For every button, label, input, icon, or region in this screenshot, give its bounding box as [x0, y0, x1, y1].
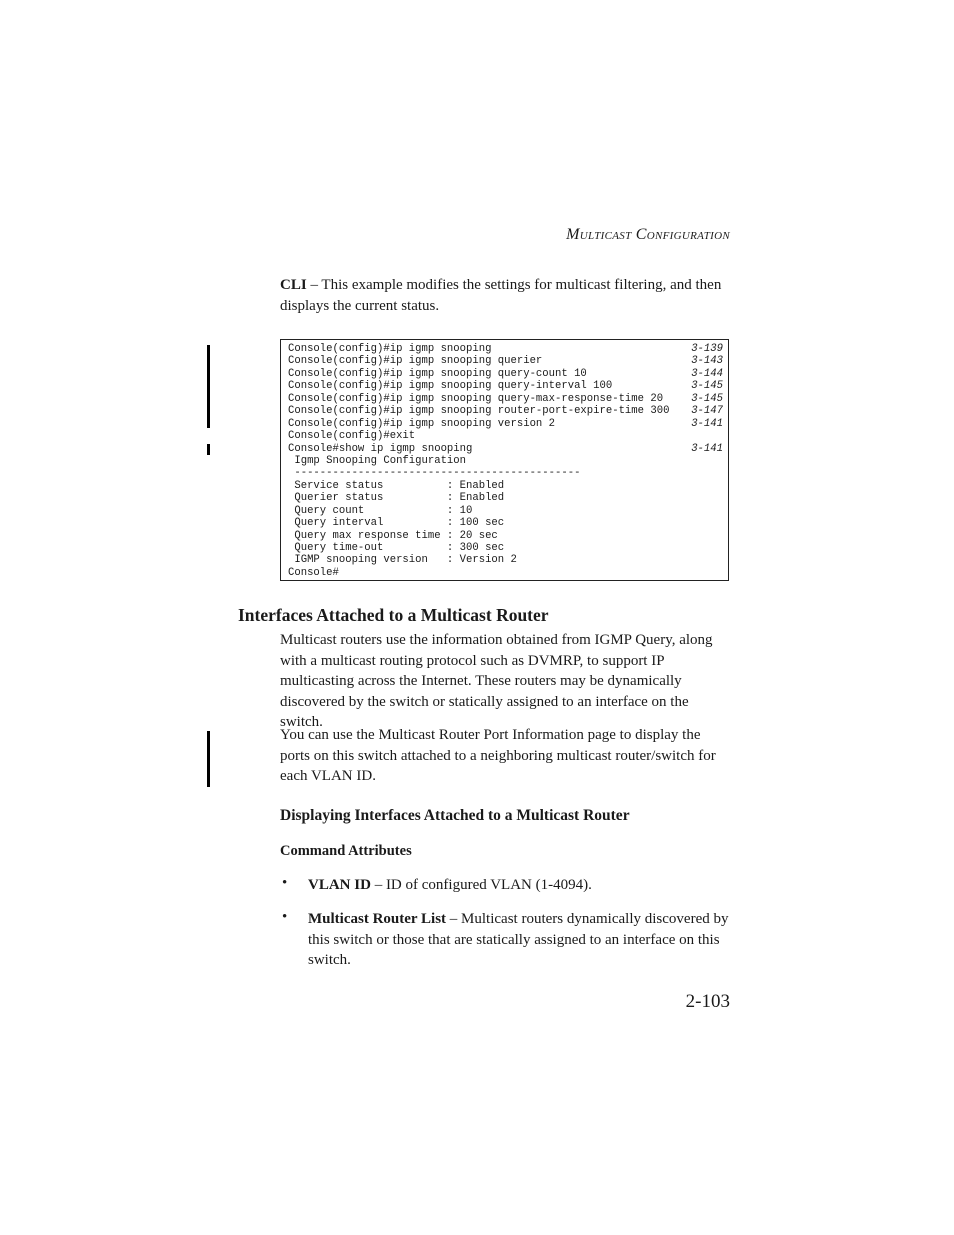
console-command: Query interval : 100 sec	[288, 517, 505, 530]
page-number: 2-103	[685, 991, 730, 1012]
console-line	[288, 517, 723, 529]
bullet-multicast-router-list	[308, 909, 732, 971]
console-line	[288, 505, 723, 517]
console-line	[288, 430, 723, 442]
console-page-ref: 3-145	[691, 380, 723, 393]
console-command: Console(config)#ip igmp snooping query-count 10	[288, 367, 587, 380]
console-line	[288, 405, 723, 417]
console-page-ref: 3-139	[691, 343, 723, 355]
console-line	[288, 355, 723, 367]
console-line	[288, 554, 723, 566]
bullet-description: – Multicast routers dynamically discovered by this switch or those that are statically assigned to an interface on this switch.	[308, 911, 729, 968]
change-bar	[207, 731, 210, 787]
console-command: ---------------------------------------------	[288, 467, 581, 480]
console-line	[288, 455, 723, 467]
cli-intro-text: – This example modifies the settings for multicast filtering, and then displays the current status.	[280, 277, 722, 314]
console-command: Console(config)#ip igmp snooping	[288, 343, 492, 355]
console-line	[288, 567, 723, 579]
console-command: Query count : 10	[288, 504, 473, 517]
console-line	[288, 542, 723, 554]
console-command: Console(config)#ip igmp snooping router-port-expire-time 300	[288, 405, 670, 418]
console-command: Console(config)#ip igmp snooping version 2	[288, 417, 556, 430]
console-line	[288, 480, 723, 492]
console-command: Console#	[288, 566, 339, 579]
section-heading: Interfaces Attached to a Multicast Router	[238, 605, 549, 625]
running-header: Multicast Configuration	[566, 226, 730, 243]
console-page-ref: 3-141	[691, 442, 723, 455]
console-line	[288, 343, 723, 355]
console-command: Console(config)#ip igmp snooping query-interval 100	[288, 380, 613, 393]
bullet-marker: •	[282, 875, 288, 891]
console-command: Igmp Snooping Configuration	[288, 454, 467, 467]
console-command: Query max response time : 20 sec	[288, 529, 498, 542]
console-line	[288, 380, 723, 392]
console-command: Querier status : Enabled	[288, 492, 505, 505]
bullet-term: VLAN ID	[308, 877, 371, 893]
bullet-vlan-id	[308, 875, 732, 896]
console-command: Service status : Enabled	[288, 479, 505, 492]
console-line	[288, 368, 723, 380]
console-page-ref: 3-141	[691, 417, 723, 430]
console-command: Query time-out : 300 sec	[288, 542, 505, 554]
console-command: Console(config)#ip igmp snooping querier	[288, 355, 543, 368]
section-paragraph-2: You can use the Multicast Router Port Information page to display the ports on this switch attached to a neighboring multicast router/switch for each VLAN ID.	[280, 727, 716, 784]
console-line	[288, 393, 723, 405]
cli-label: CLI	[280, 277, 307, 293]
console-page-ref: 3-145	[691, 392, 723, 405]
cli-example-box	[280, 339, 729, 581]
console-line	[288, 530, 723, 542]
command-attributes-heading: Command Attributes	[280, 843, 412, 859]
console-command: IGMP snooping version : Version 2	[288, 554, 517, 567]
subsection-heading: Displaying Interfaces Attached to a Multicast Router	[280, 807, 630, 824]
change-bar	[207, 444, 210, 455]
console-line	[288, 467, 723, 479]
console-line	[288, 492, 723, 504]
console-page-ref: 3-147	[691, 405, 723, 418]
cli-intro	[280, 275, 732, 316]
console-command: Console(config)#exit	[288, 430, 416, 443]
console-line	[288, 418, 723, 430]
console-line	[288, 443, 723, 455]
bullet-description: – ID of configured VLAN (1-4094).	[370, 877, 592, 893]
console-command: Console(config)#ip igmp snooping query-max-response-time 20	[288, 392, 664, 405]
bullet-term: Multicast Router List	[308, 911, 447, 927]
section-paragraph-1: Multicast routers use the information obtained from IGMP Query, along with a multicast routing protocol such as DVMRP, to support IP multicasting across the Internet. These routers may be dynamically discovered by the switch or statically assigned to an interface on the switch.	[280, 632, 713, 730]
change-bar	[207, 345, 210, 428]
console-command: Console#show ip igmp snooping	[288, 442, 473, 455]
console-page-ref: 3-143	[691, 355, 723, 368]
console-page-ref: 3-144	[691, 367, 723, 380]
bullet-marker: •	[282, 909, 288, 925]
